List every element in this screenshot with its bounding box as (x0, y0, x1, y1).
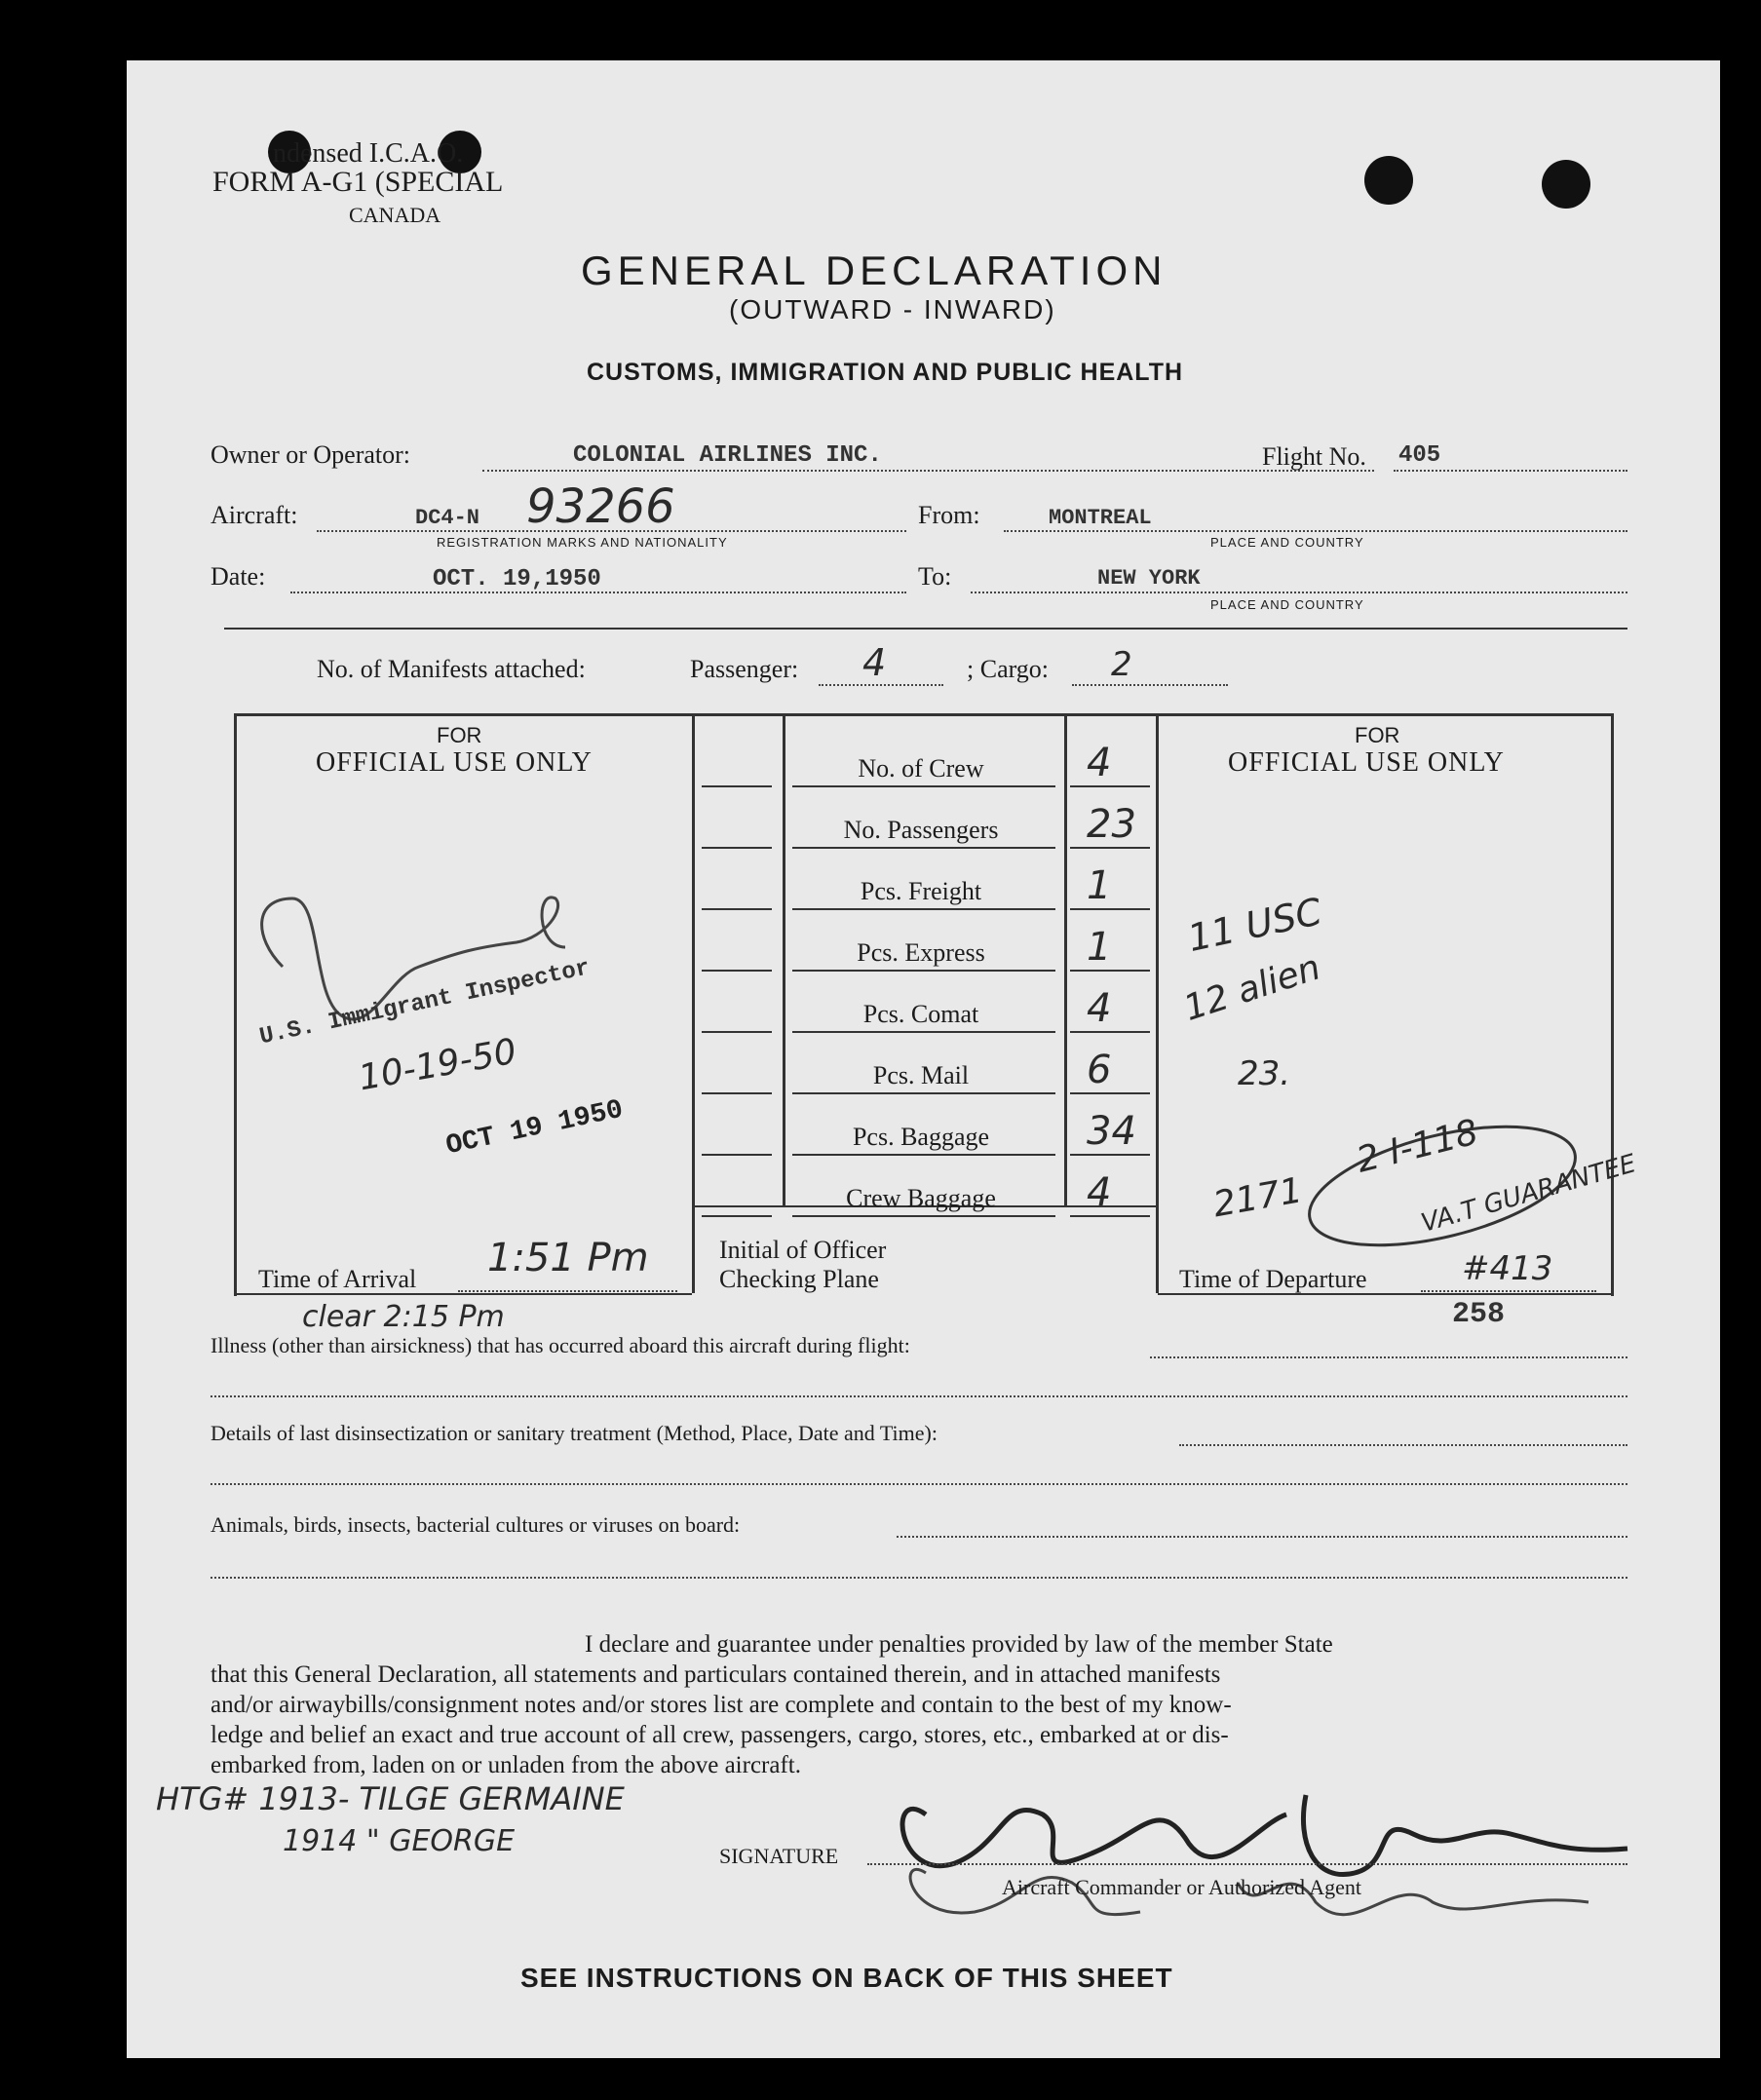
row-rule (702, 847, 772, 849)
row-rule (702, 970, 772, 972)
hand-note-2: 1914 " GEORGE (283, 1824, 516, 1858)
row-rule (792, 847, 1055, 849)
row-rule (702, 785, 772, 787)
form-number: FORM A-G1 (SPECIAL (212, 166, 504, 198)
row-value: 34 (1087, 1109, 1136, 1154)
row-label: Pcs. Freight (860, 877, 982, 905)
form-subtitle: (OUTWARD - INWARD) (729, 294, 1056, 325)
disinsect-line (1179, 1444, 1627, 1446)
instructions: SEE INSTRUCTIONS ON BACK OF THIS SHEET (520, 1963, 1173, 1993)
disinsect-label: Details of last disinsectization or sanitary treatment (Method, Place, Date and Time): (211, 1421, 938, 1445)
declaration-line-1: I declare and guarantee under penalties provided by law of the member State (585, 1631, 1333, 1658)
row-rule (792, 785, 1055, 787)
row-rule (792, 1154, 1055, 1156)
row-value: 23 (1087, 802, 1136, 847)
from-caption: PLACE AND COUNTRY (1210, 535, 1364, 550)
row-label: Pcs. Express (857, 938, 985, 967)
row-rule (1070, 785, 1150, 787)
manifests-passenger-value: 4 (862, 641, 887, 684)
form-agencies: CUSTOMS, IMMIGRATION AND PUBLIC HEALTH (587, 359, 1184, 386)
declaration-line-2: that this General Declaration, all statements and particulars contained therein, and in attached manifests (211, 1661, 1221, 1688)
aircraft-label: Aircraft: (211, 501, 298, 529)
col-div-2 (783, 713, 785, 1205)
from-value: MONTREAL (1049, 506, 1152, 530)
illness-line-2 (211, 1395, 1627, 1397)
date-label: Date: (211, 562, 266, 591)
to-caption: PLACE AND COUNTRY (1210, 597, 1364, 612)
to-line (971, 592, 1627, 593)
from-line (1004, 530, 1627, 532)
row-rule (792, 970, 1055, 972)
note-total: 23. (1238, 1054, 1291, 1093)
manifests-passenger-label: Passenger: (690, 655, 799, 683)
inspector-date-hand: 10-19-50 (356, 1031, 520, 1099)
form-title: GENERAL DECLARATION (581, 248, 1168, 293)
row-rule (792, 1031, 1055, 1033)
manifests-passenger-line (819, 684, 943, 686)
animals-line-2 (211, 1577, 1627, 1579)
row-label: Crew Baggage (846, 1184, 996, 1212)
owner-line (482, 470, 1374, 472)
row-rule (702, 1154, 772, 1156)
for-left: FOR (437, 723, 482, 747)
to-value: NEW YORK (1097, 566, 1201, 591)
row-rule (1070, 1092, 1150, 1094)
to-label: To: (918, 562, 952, 591)
row-rule (702, 1215, 772, 1217)
row-value: 1 (1087, 863, 1112, 908)
owner-value: COLONIAL AIRLINES INC. (573, 442, 882, 469)
for-right: FOR (1355, 723, 1400, 747)
flight-value: 405 (1398, 442, 1441, 469)
row-rule (1070, 908, 1150, 910)
animals-line (897, 1536, 1627, 1538)
note-number: 2171 (1210, 1170, 1306, 1226)
manifests-cargo-label: ; Cargo: (967, 655, 1050, 683)
official-right: OFFICIAL USE ONLY (1228, 747, 1505, 778)
departure-value: 258 (1452, 1298, 1506, 1331)
row-value: 6 (1087, 1048, 1112, 1092)
illness-label: Illness (other than airsickness) that has occurred aboard this aircraft during flight: (211, 1333, 910, 1357)
disinsect-line-2 (211, 1483, 1627, 1485)
signature-caption: Aircraft Commander or Authorized Agent (1002, 1875, 1362, 1899)
departure-line (1421, 1290, 1596, 1292)
form-sheet (127, 60, 1720, 2058)
col-div-3 (1064, 713, 1067, 1205)
initial-officer-2: Checking Plane (719, 1265, 879, 1293)
arrival-value: 1:51 Pm (487, 1236, 649, 1280)
row-rule (1070, 1215, 1150, 1217)
note-guarantee: VA.T GUARANTEE (1418, 1149, 1640, 1239)
form-country: CANADA (349, 203, 441, 227)
from-label: From: (918, 501, 980, 529)
aircraft-prefix: DC4-N (415, 506, 480, 530)
row-rule (792, 1092, 1055, 1094)
arrival-line (458, 1290, 677, 1292)
owner-label: Owner or Operator: (211, 440, 411, 469)
note-num: #413 (1462, 1249, 1553, 1288)
hand-note-1: HTG# 1913- TILGE GERMAINE (156, 1780, 625, 1817)
animals-label: Animals, birds, insects, bacterial cultures or viruses on board: (211, 1512, 741, 1537)
row-value: 4 (1087, 1170, 1112, 1215)
header-divider (224, 628, 1627, 630)
row-label: Pcs. Baggage (852, 1123, 990, 1151)
illness-line (1150, 1356, 1627, 1358)
row-value: 4 (1087, 741, 1112, 785)
row-label: No. Passengers (843, 816, 999, 844)
row-rule (1070, 1031, 1150, 1033)
signature-line (867, 1863, 1627, 1865)
row-rule (792, 908, 1055, 910)
date-value: OCT. 19,1950 (433, 566, 601, 592)
row-value: 4 (1087, 986, 1112, 1031)
manifests-label: No. of Manifests attached: (317, 655, 586, 683)
manifests-cargo-value: 2 (1111, 645, 1132, 684)
form-condensed: ndensed I.C.A.O. (273, 138, 464, 169)
row-rule (1070, 1154, 1150, 1156)
row-rule (702, 1031, 772, 1033)
declaration-line-4: ledge and belief an exact and true account of all crew, passengers, cargo, stores, etc., embarked at or dis- (211, 1722, 1229, 1748)
official-left: OFFICIAL USE ONLY (316, 747, 593, 778)
flight-label: Flight No. (1262, 442, 1366, 471)
departure-label: Time of Departure (1179, 1265, 1367, 1293)
manifests-cargo-line (1072, 684, 1228, 686)
row-rule (702, 1092, 772, 1094)
note-usc: 11 USC (1184, 890, 1326, 961)
row-rule (702, 908, 772, 910)
row-rule (1070, 847, 1150, 849)
row-rule (792, 1215, 1055, 1217)
inspector-date-stamp: OCT 19 1950 (443, 1094, 627, 1163)
signature (867, 1756, 1666, 1941)
punch-hole-right (1364, 156, 1413, 205)
flight-line (1394, 470, 1627, 472)
row-label: Pcs. Mail (872, 1061, 970, 1089)
declaration-line-5: embarked from, laden on or unladen from the above aircraft. (211, 1752, 801, 1778)
declaration-line-3: and/or airwaybills/consignment notes and/or stores list are complete and contain to the best of my know- (211, 1692, 1232, 1718)
punch-hole-right2 (1542, 160, 1590, 209)
arrival-label: Time of Arrival (258, 1265, 417, 1293)
initial-officer-1: Initial of Officer (719, 1236, 887, 1264)
aircraft-value: 93266 (526, 479, 675, 534)
note-code: 2 I-118 (1353, 1112, 1482, 1181)
row-value: 1 (1087, 925, 1112, 970)
signature-label: SIGNATURE (719, 1844, 839, 1868)
clear-note: clear 2:15 Pm (302, 1300, 505, 1334)
row-label: Pcs. Comat (862, 1000, 979, 1028)
inspector-stamp: U.S. Immigrant Inspector (257, 955, 593, 1051)
note-alien: 12 alien (1179, 947, 1325, 1029)
aircraft-caption: REGISTRATION MARKS AND NATIONALITY (437, 535, 728, 550)
row-label: No. of Crew (858, 754, 984, 783)
row-rule (1070, 970, 1150, 972)
